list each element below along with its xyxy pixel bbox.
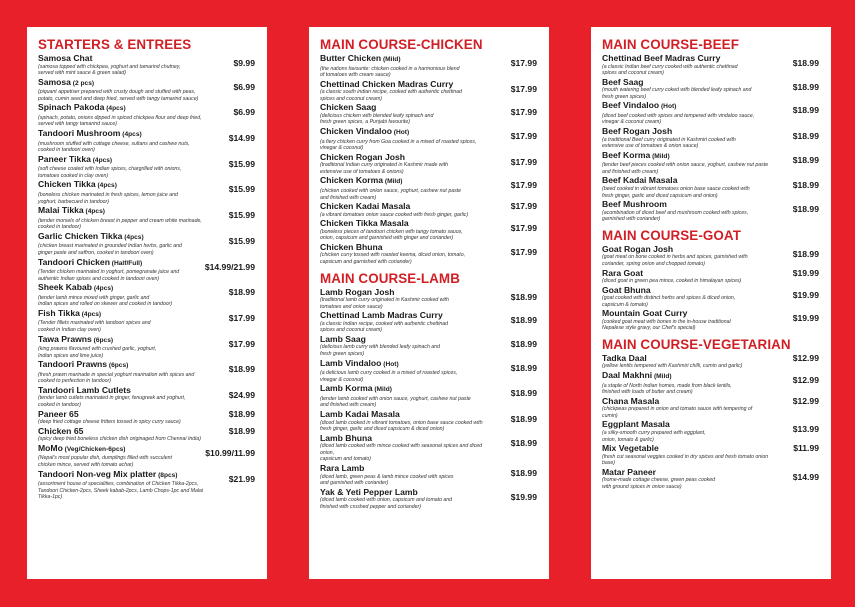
- item-price: $17.99: [510, 83, 537, 94]
- item-name-line: [38, 179, 205, 192]
- item-price: $6.99: [233, 81, 255, 92]
- item-name: Eggplant Masala: [602, 419, 670, 430]
- item-price: $18.99: [228, 408, 255, 419]
- item-description: (goat meat on bone cooked in herbs and spices, garnished with coriander, spring onion and chopped tomato): [602, 254, 748, 267]
- item-price: $10.99/11.99: [205, 447, 255, 458]
- item-name: Malai Tikka: [38, 205, 84, 216]
- item-name: Tandoori Chicken: [38, 256, 110, 267]
- item-price: $14.99: [228, 133, 255, 144]
- item-portion: (Mild): [650, 152, 670, 160]
- item-portion: (4pcs): [79, 310, 102, 318]
- menu-item: [320, 152, 537, 176]
- menu-item: [38, 53, 255, 77]
- item-price: $18.99: [228, 425, 255, 436]
- item-description: (Tender fillets marinated with tandoori spices and cooked in Indian clay oven): [38, 320, 151, 333]
- item-description: (deep fried cottage cheese fritters tossed in spicy curry sauce): [38, 419, 181, 426]
- item-portion: (8pcs): [156, 471, 178, 479]
- item-description: (soft cheese coated with Indian spices, chargrilled with onions, tomatoes cooked in clay oven): [38, 166, 182, 179]
- menu-item: [38, 282, 255, 308]
- item-price: $17.99: [510, 246, 537, 257]
- item-name: Beef Mushroom: [602, 199, 667, 210]
- item-name: Mountain Goat Curry: [602, 308, 688, 319]
- item-price: $14.99/21.99: [204, 261, 255, 272]
- item-price: $13.99: [792, 424, 819, 435]
- item-price: $17.99: [510, 156, 537, 167]
- item-name-line: [320, 463, 487, 474]
- item-name: Samosa: [38, 76, 71, 87]
- item-name: Paneer Tikka: [38, 153, 91, 164]
- item-name: Samosa Chat: [38, 53, 93, 63]
- menu-item: [320, 79, 537, 103]
- item-description: (the nations favourite: chicken cooked in a harmonious blend of tomatoes with cream sauce): [320, 65, 460, 79]
- item-name: Chicken Rogan Josh: [320, 151, 405, 162]
- item-name: Beef Vindaloo: [602, 100, 660, 111]
- item-description: (home-made cottage cheese, green peas cooked with ground spices in onion sauce): [602, 477, 716, 490]
- item-name: Rara Lamb: [320, 463, 365, 473]
- item-portion: (4pcs): [91, 285, 114, 293]
- item-description: (cooked goat meat with bones in the in-house traditional Nepalese style gravy, our Chef's special): [602, 318, 731, 332]
- item-name: Chicken Saag: [320, 102, 377, 113]
- item-name-line: [320, 409, 487, 420]
- item-portion: (2 pcs): [70, 79, 95, 87]
- item-name: Daal Makhni: [602, 370, 653, 381]
- item-description: (tender morsels of chicken breast in pepper and cream white marinade, cooked in tandoor): [38, 217, 202, 231]
- menu-item: [602, 353, 819, 370]
- item-name-line: [320, 358, 487, 371]
- item-price: $18.99: [510, 468, 537, 478]
- item-name-line: [320, 126, 487, 139]
- item-name-line: [602, 353, 769, 364]
- item-name: Chana Masala: [602, 395, 660, 406]
- item-name-line: [38, 359, 205, 372]
- item-name: Chicken Tikka: [38, 179, 96, 190]
- item-name-line: [320, 79, 487, 90]
- item-name-line: [320, 487, 487, 498]
- item-price: $9.99: [233, 58, 255, 68]
- menu-item: [38, 426, 255, 443]
- item-name-line: [320, 383, 487, 396]
- item-name: Rara Goat: [602, 267, 644, 278]
- item-description: (chicken breast marinated in grounded Indian herbs, garlic and ginger paste and saffron, cooked in tandoori oven): [38, 243, 182, 256]
- item-description: (acombination of diced beef and mushroom cooked with spices, garnished with coriander): [602, 209, 749, 223]
- item-description: (traditional Indian curry originated in Kashmir made with extensive use of tomatoes & onions): [320, 162, 449, 175]
- section-title: MAIN COURSE-LAMB: [320, 270, 460, 286]
- item-name: Lamb Bhuna: [320, 432, 373, 443]
- item-price: $18.99: [792, 248, 819, 259]
- menu-item: [320, 102, 537, 126]
- menu-item: [602, 100, 819, 126]
- menu-item: [602, 308, 819, 332]
- item-description: (a delicious lamb curry cooked in a mixed of roasted spices, vinegar & coconut): [320, 370, 458, 383]
- item-portion: (Hot): [381, 360, 399, 368]
- item-description: (tender lamb cooked with onion sauce, yoghurt, cashew nut paste and finished with cream): [320, 395, 471, 409]
- item-price: $15.99: [228, 158, 255, 169]
- item-name: Chicken Tikka Masala: [320, 218, 409, 229]
- item-description: (a silky-smooth curry prepared with eggplant, onion, tomato & garlic): [602, 429, 706, 443]
- item-price: $18.99: [510, 362, 537, 373]
- item-price: $19.99: [510, 491, 537, 502]
- item-price: $17.99: [510, 107, 537, 118]
- item-name-line: [602, 126, 769, 137]
- menu-item: [602, 396, 819, 420]
- section-title: STARTERS & ENTREES: [38, 37, 192, 52]
- item-description: (a fiery chicken curry from Goa cooked in a mixed of roasted spices, vinegar & coconut): [320, 138, 477, 152]
- item-portion: (Mild): [372, 386, 392, 394]
- item-description: (a staple of North Indian homes, made from black lentils, finished with loads of butter and cream): [602, 382, 732, 396]
- item-portion: (4pcs): [90, 156, 113, 164]
- menu-item: [602, 126, 819, 150]
- item-description: (tender beef pieces cooked with onion sauce, yoghurt, cashew nut paste and finished with cream): [602, 162, 769, 175]
- item-name: Tandoori Non-veg Mix platter: [38, 468, 157, 479]
- menu-item: [320, 218, 537, 242]
- item-description: (chickpeas prepared in onion and tomato sauce with tempering of cumin): [602, 406, 753, 419]
- item-price: $17.99: [510, 223, 537, 234]
- item-name-line: [38, 409, 205, 420]
- item-name: Tandoori Lamb Cutlets: [38, 384, 131, 395]
- item-name-line: [320, 334, 487, 345]
- item-price: $12.99: [792, 352, 819, 363]
- item-portion: (4pcs): [104, 105, 126, 113]
- item-name-line: [38, 443, 205, 456]
- item-price: $15.99: [228, 235, 255, 246]
- item-name: Lamb Korma: [320, 383, 373, 394]
- item-name: Lamb Saag: [320, 333, 366, 344]
- item-name: Paneer 65: [38, 408, 79, 419]
- menu-item: [38, 409, 255, 426]
- item-name: Spinach Pakoda: [38, 102, 105, 113]
- menu-item: [320, 487, 537, 511]
- item-name-line: [602, 150, 769, 163]
- menu-item: [38, 154, 255, 180]
- item-name-line: [320, 433, 487, 444]
- item-name-line: [320, 218, 487, 229]
- item-description: (boneless chicken marinated in fresh spices, lemon juice and yoghurt, barbecued in tandoor): [38, 191, 178, 205]
- item-portion: (Mild): [652, 373, 672, 381]
- item-name-line: [38, 469, 205, 482]
- item-name: Butter Chicken: [320, 53, 382, 63]
- item-price: $18.99: [510, 414, 537, 425]
- item-name-line: [320, 287, 487, 298]
- item-name-line: [38, 77, 205, 90]
- item-name: Beef Rogan Josh: [602, 126, 673, 137]
- menu-item: [320, 201, 537, 218]
- item-description: (beed cooked in vibrant tomatoes onion base sauce cooked with fresh ginger, garlic and diced capsicum and onion): [602, 185, 750, 199]
- item-price: $18.99: [510, 291, 537, 302]
- item-name: Chicken 65: [38, 425, 84, 436]
- item-name-line: [38, 205, 205, 218]
- item-price: $18.99: [510, 437, 537, 448]
- item-portion: (Hot): [659, 103, 677, 111]
- item-description: (a traditional Beef curry originated in Kashmiri cooked with extensive use of tomatoes & onion sauce): [602, 136, 736, 150]
- item-name-line: [320, 310, 487, 321]
- item-description: (a classic south indian recipe, cooked with authentic chettinad spices and coconut cream): [320, 89, 462, 102]
- menu-item: [38, 77, 255, 103]
- item-name-line: [38, 231, 205, 244]
- item-name: Lamb Vindaloo: [320, 357, 382, 368]
- item-name-line: [602, 244, 769, 255]
- item-price: $17.99: [510, 58, 537, 68]
- item-price: $21.99: [228, 473, 255, 484]
- item-name: Chicken Bhuna: [320, 241, 383, 252]
- menu-item: [320, 175, 537, 201]
- item-description: (boneless pieces of tandoori chicken with tangy tomato sauce, onion, capsicum and garnished with ginger and coriander): [320, 228, 463, 242]
- item-description: (a classic Indian beef curry cooked with authentic chettinad spices and coconut cream): [602, 63, 738, 77]
- item-price: $18.99: [792, 180, 819, 191]
- item-name-line: [602, 443, 769, 454]
- item-description: (king prawns flavoured with crushed garlic, yoghurt, Indian spices and lime juice): [38, 346, 157, 359]
- menu-item: [38, 205, 255, 231]
- menu-item: [38, 334, 255, 360]
- item-portion: (6pcs): [107, 362, 129, 370]
- item-name: Chettinad Chicken Madras Curry: [320, 78, 454, 89]
- item-name: Chicken Vindaloo: [320, 126, 392, 137]
- item-description: (Nepal's most popular dish, dumplings filled with succulent chicken mince, served with tomato achar): [38, 455, 172, 468]
- menu-item: [320, 409, 537, 433]
- item-price: $17.99: [228, 338, 255, 349]
- item-portion: (4pcs): [120, 131, 142, 139]
- menu-item: [602, 285, 819, 309]
- item-portion: (Mild): [383, 178, 403, 186]
- item-name-line: [602, 396, 769, 407]
- menu-item: [602, 419, 819, 443]
- menu-item: [38, 469, 255, 501]
- item-price: $19.99: [792, 289, 819, 300]
- item-name: Beef Saag: [602, 76, 644, 87]
- menu-item: [320, 310, 537, 334]
- item-name: Chicken Korma: [320, 175, 384, 186]
- item-name-line: [320, 102, 487, 113]
- item-price: $18.99: [792, 131, 819, 142]
- item-price: $14.99: [792, 471, 819, 482]
- item-description: (diced lamb cooked in vibrant tomatoes, onion base sauce cooked with fresh ginger, garlic and diced capsicum & diced onion): [320, 419, 483, 433]
- section-title: MAIN COURSE-CHICKEN: [320, 37, 483, 52]
- item-portion: (Veg/Chicken-6pcs): [62, 445, 126, 453]
- menu-item: [320, 53, 537, 79]
- item-name-line: [320, 53, 487, 66]
- item-name: MoMo: [38, 442, 63, 453]
- item-description: (assortment house of specialities, combination of Chicken Tikka-2pcs, Tandoori Chicken-2pcs, Sheek kabab-2pcs, Lamb Chops-1pc and Malai Tikka-1pc): [38, 481, 204, 501]
- item-description: (a classic Indian recipe, cooked with authentic chettinad spices and coconut cream): [320, 320, 449, 334]
- item-name-line: [602, 100, 769, 113]
- section-title: MAIN COURSE-VEGETARIAN: [602, 336, 791, 352]
- item-description: (diced lamb, green peas & lamb mince cooked with spices and garnished with coriander): [320, 473, 454, 487]
- item-name-line: [38, 282, 205, 295]
- item-price: $11.99: [793, 443, 819, 454]
- item-price: $18.99: [792, 204, 819, 215]
- item-description: (diced beef cooked with spices and tempered with vindaloo sauce, vinegar & coconut cream): [602, 112, 755, 126]
- menu-column-3: [591, 27, 831, 579]
- menu-item: [38, 308, 255, 334]
- menu-item: [38, 257, 255, 283]
- item-name-line: [602, 175, 769, 186]
- item-description: (diced lamb cooked with onion, capsicum and tomato and finished with crushed pepper and coriander): [320, 497, 453, 510]
- item-description: (fresh prawn marinade in special yoghurt marination with spices and cooked to perfection in tandoor): [38, 371, 195, 385]
- item-price: $6.99: [233, 107, 255, 118]
- item-name-line: [38, 53, 205, 64]
- menu-column-2: [309, 27, 549, 579]
- item-name: Lamb Kadai Masala: [320, 409, 400, 420]
- item-name: Mix Vegetable: [602, 443, 659, 454]
- item-portion: (4pcs): [83, 208, 105, 216]
- item-name: Chettinad Beef Madras Curry: [602, 53, 721, 63]
- menu-item: [38, 179, 255, 205]
- item-price: $17.99: [510, 201, 537, 212]
- item-name: Sheek Kabab: [38, 282, 92, 293]
- item-name-line: [602, 285, 769, 296]
- item-description: (chicken curry tossed with roasted keema, diced onion, tomato, capsicum and garnished with coriander): [320, 252, 466, 265]
- menu-column-1: [27, 27, 267, 579]
- item-description: (spicy deep fried boneless chicken dish originaged from Chennai India): [38, 436, 201, 443]
- item-name: Tawa Prawns: [38, 333, 92, 344]
- item-price: $19.99: [792, 313, 819, 324]
- item-name-line: [602, 308, 769, 319]
- item-description: (mouth watering beef curry coked with blended leafy spinach and fresh green spices): [602, 87, 752, 100]
- item-name-line: [38, 102, 205, 115]
- item-price: $12.99: [792, 395, 819, 406]
- menu-item: [602, 150, 819, 176]
- menu-item: [602, 199, 819, 223]
- item-price: $18.99: [510, 315, 537, 326]
- item-name-line: [38, 334, 205, 347]
- item-name: Goat Bhuna: [602, 284, 651, 295]
- item-name-line: [38, 128, 205, 141]
- item-name-line: [602, 199, 769, 210]
- item-price: $19.99: [792, 267, 819, 278]
- menu-item: [320, 126, 537, 152]
- item-description: (delicious lamb curry with blended leafy spinach and fresh green spices): [320, 344, 440, 358]
- menu-item: [602, 443, 819, 467]
- item-portion: (Mild): [381, 56, 401, 63]
- item-name-line: [38, 385, 205, 396]
- item-price: $18.99: [792, 105, 819, 116]
- menu-item: [320, 383, 537, 409]
- item-description: (tender lamb cutlets marinated in ginger, fenugreek and yoghurt, cooked in tandoor): [38, 395, 186, 409]
- item-name: Tadka Daal: [602, 352, 647, 363]
- item-price: $17.99: [228, 312, 255, 323]
- item-name-line: [602, 370, 769, 383]
- section-title: MAIN COURSE-BEEF: [602, 37, 739, 52]
- menu-item: [602, 175, 819, 199]
- item-description: (Tender chicken marinated in yoghurt, pomegranate juice and authentic Indian spices and cooked in tandoori oven): [38, 269, 180, 282]
- item-price: $12.99: [792, 375, 819, 386]
- item-name: Tandoori Mushroom: [38, 128, 121, 139]
- item-price: $18.99: [228, 287, 255, 298]
- menu-item: [602, 370, 819, 396]
- item-description: (piquant appetiser prepared with crusty dough and stuffed with peas, potato, cumin seed and deep fried, served with tangy tamarind sauce): [38, 89, 199, 102]
- section-title: MAIN COURSE-GOAT: [602, 227, 741, 243]
- item-portion: (Half/Full): [109, 259, 143, 267]
- item-description: (spinach, potato, onions dipped in spiced chickpea flour and deep fried, served with tangy tamarind sauce): [38, 114, 202, 128]
- item-description: (mushroom stuffed with cottage cheese, sultans and cashew nuts, cooked in tandoori oven): [38, 140, 190, 154]
- item-name-line: [602, 77, 769, 88]
- menu-item: [320, 287, 537, 311]
- item-description: (goat cooked with distinct herbs and spices & diced onion, capsicum & tomato): [602, 295, 736, 308]
- item-description: (fresh cut seasonal veggies cooked in dry spices and fresh tomato onion base): [602, 453, 769, 467]
- menu-item: [38, 385, 255, 409]
- item-name: Beef Korma: [602, 149, 651, 160]
- item-price: $18.99: [510, 338, 537, 349]
- item-description: (tender lamb mince mixed with ginger, garlic and Indian spices and rolled on skewer and cooked in tandoor): [38, 294, 173, 308]
- item-name-line: [38, 426, 205, 437]
- menu-item: [38, 231, 255, 257]
- menu-item: [602, 467, 819, 491]
- item-description: (samosa topped with chickpea, yoghurt and tamarind chutney, served with mint sauce & green salad): [38, 63, 181, 77]
- menu-item: [38, 443, 255, 469]
- menu-item: [38, 359, 255, 385]
- item-portion: (6pcs): [91, 336, 114, 344]
- item-name-line: [602, 53, 769, 64]
- item-name-line: [602, 268, 769, 279]
- item-description: (diced goat in green pea mince, cooked in himalayan spices): [602, 278, 742, 284]
- item-description: (traditional lamb curry originated in Kashmir cooked with tomatoes and onion sauce): [320, 297, 449, 310]
- item-description: (a vibrant tomatoes onion sauce cooked with fresh ginger, garlic): [320, 211, 469, 218]
- menu-item: [602, 268, 819, 285]
- item-name-line: [38, 308, 205, 321]
- item-description: (chicken cooked with onion sauce, yoghurt, cashew nut paste and finished with cream): [320, 187, 462, 201]
- item-name-line: [38, 154, 205, 167]
- item-price: $18.99: [228, 364, 255, 375]
- menu-item: [320, 334, 537, 358]
- item-name-line: [320, 242, 487, 253]
- item-name: Goat Rogan Josh: [602, 243, 674, 254]
- menu-item: [320, 463, 537, 487]
- item-description: (delicious chicken with blended leafy spinach and fresh green spices, a Punjabi favourite): [320, 112, 434, 126]
- menu-item: [38, 128, 255, 154]
- item-name-line: [602, 419, 769, 430]
- item-price: $17.99: [510, 180, 537, 191]
- menu-item: [38, 102, 255, 128]
- item-price: $18.99: [510, 388, 537, 399]
- item-name-line: [602, 467, 769, 478]
- item-price: $24.99: [228, 389, 255, 400]
- item-portion: (Hot): [391, 129, 410, 137]
- item-name: Tandoori Prawns: [38, 359, 108, 370]
- item-name: Lamb Rogan Josh: [320, 286, 395, 297]
- item-name: Chettinad Lamb Madras Curry: [320, 310, 443, 321]
- menu-item: [602, 244, 819, 268]
- item-name-line: [38, 257, 205, 270]
- item-portion: (4pcs): [122, 233, 144, 241]
- item-description: (yellow lentils tempered with Kashmiri chilli, cumin and garlic): [602, 363, 743, 370]
- item-name-line: [320, 201, 487, 212]
- item-name-line: [320, 152, 487, 163]
- menu-item: [602, 53, 819, 77]
- item-description: (diced lamb cooked with mince cooked with seasonal spices and diced onion, capsicum and tomato): [320, 443, 483, 463]
- item-name: Yak & Yeti Pepper Lamb: [320, 486, 418, 497]
- menu-item: [320, 242, 537, 266]
- item-price: $18.99: [792, 154, 819, 165]
- menu-item: [320, 358, 537, 384]
- item-price: $15.99: [228, 184, 255, 195]
- item-price: $15.99: [228, 210, 255, 221]
- item-name: Chicken Kadai Masala: [320, 201, 411, 212]
- item-price: $18.99: [792, 58, 819, 68]
- item-portion: (4pcs): [95, 182, 117, 190]
- item-name: Beef Kadai Masala: [602, 175, 678, 186]
- menu-item: [320, 433, 537, 463]
- item-name: Fish Tikka: [38, 307, 80, 318]
- item-name: Garlic Chicken Tikka: [38, 230, 123, 241]
- item-name: Matar Paneer: [602, 466, 656, 477]
- item-price: $17.99: [510, 131, 537, 142]
- item-name-line: [320, 175, 487, 188]
- item-price: $18.99: [792, 81, 819, 92]
- menu-item: [602, 77, 819, 101]
